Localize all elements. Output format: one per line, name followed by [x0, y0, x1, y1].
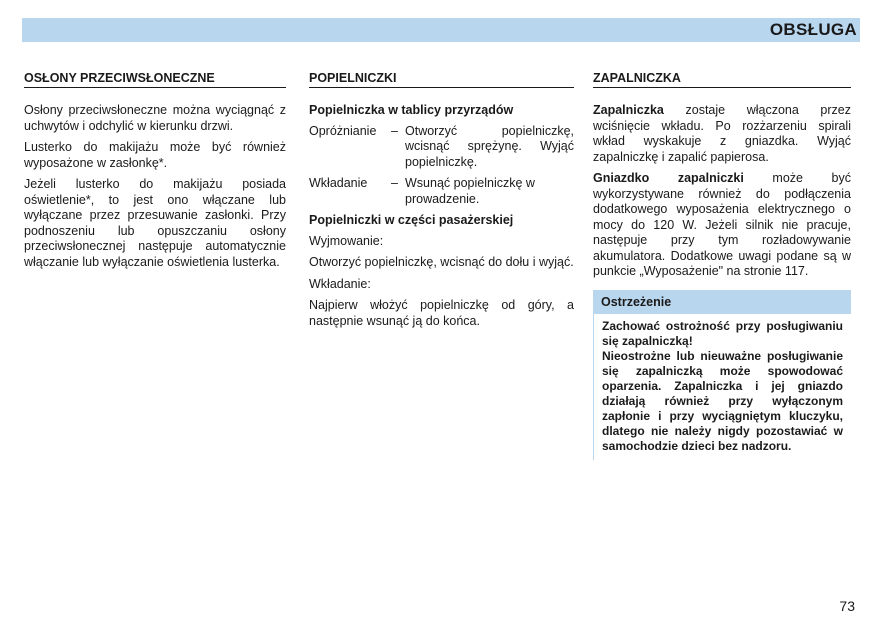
- column-ashtrays: [309, 70, 574, 335]
- warning-body: [593, 314, 851, 460]
- header-bar: [22, 18, 860, 42]
- sun-visor-paragraph-2: Lusterko do makijażu może być również wyposażone w zasłonkę*.: [24, 140, 286, 170]
- lighter-paragraph-2: [593, 171, 851, 280]
- socket-term: Gniazdko zapalniczki: [593, 171, 744, 185]
- definition-dash: –: [391, 176, 398, 190]
- removing-instructions: Otworzyć popielniczkę, wcisnąć do dołu i wyjąć.: [309, 255, 574, 269]
- warning-paragraph-2: Nieostrożne lub nieuważne posługiwanie się zapalniczką może spowodować oparzenia. Zapalniczka i jej gniazdo działają również przy wyłączonym zapłonie i przy wyciągniętym kluczyku, dlatego nie należy nigdy pozostawiać w samochodzie dzieci bez nadzoru.: [602, 348, 843, 453]
- lighter-paragraph-1: [593, 103, 851, 165]
- warning-paragraph-1: Zachować ostrożność przy posługiwaniu się zapalniczką!: [602, 318, 843, 348]
- definition-term: Wkładanie: [309, 176, 368, 190]
- warning-box: [593, 290, 851, 460]
- definition-term: Opróżnianie: [309, 123, 377, 138]
- definition-dash: –: [391, 123, 398, 138]
- inserting-instructions: Najpierw włożyć popielniczkę od góry, a następnie wsunąć ją do końca.: [309, 298, 574, 328]
- lighter-paragraph-1-text: zostaje włączona przez wciśnięcie wkładu. Po rozżarzeniu spirali wkład wyskakuje z gniazdka. Wyjąć zapalniczkę i zapalić papierosa.: [593, 103, 851, 164]
- heading-ashtrays: POPIELNICZKI: [309, 70, 574, 88]
- definition-inserting: [309, 176, 574, 207]
- inserting-label: Wkładanie:: [309, 276, 371, 291]
- column-cigarette-lighter: [593, 70, 851, 460]
- page-number: 73: [839, 598, 855, 614]
- column-sun-visors: [24, 70, 286, 276]
- sun-visor-paragraph-1: Osłony przeciwsłoneczne można wyciągnąć z uchwytów i odchylić w kierunku drzwi.: [24, 103, 286, 133]
- definition-description: Otworzyć popielniczkę, wcisnąć sprężynę. Wyjąć popielniczkę.: [405, 123, 574, 169]
- warning-title: Ostrzeżenie: [601, 294, 672, 309]
- subheading-passenger-ashtrays: Popielniczki w części pasażerskiej: [309, 213, 514, 227]
- lighter-term: Zapalniczka: [593, 103, 664, 117]
- heading-cigarette-lighter: ZAPALNICZKA: [593, 70, 851, 88]
- heading-sun-visors: OSŁONY PRZECIWSŁONECZNE: [24, 70, 286, 88]
- section-title: OBSŁUGA: [769, 20, 857, 39]
- definition-description: Wsunąć popielniczkę w prowadzenie.: [405, 176, 535, 206]
- sun-visor-paragraph-3: Jeżeli lusterko do makijażu posiada oświetlenie*, to jest ono włączane lub wyłączane przez przesuwanie zasłonki. Przy podnoszeniu lub opuszczaniu osłony przeciwsłonecznej następuje automatycznie włączanie lub wyłączanie oświetlenia lusterka.: [24, 177, 286, 269]
- lighter-paragraph-2-text: może być wykorzystywane również do podłączenia dodatkowego wyposażenia elektrycznego o mocy do 120 W. Jeżeli silnik nie pracuje, następuje przy tym rozładowywanie akumulatora. Dodatkowe uwagi podane są w punkcie „Wyposażenie" na stronie 117.: [593, 171, 851, 278]
- definition-emptying: [309, 124, 574, 171]
- subheading-dashboard-ashtray: Popielniczka w tablicy przyrządów: [309, 103, 514, 117]
- removing-label: Wyjmowanie:: [309, 233, 384, 248]
